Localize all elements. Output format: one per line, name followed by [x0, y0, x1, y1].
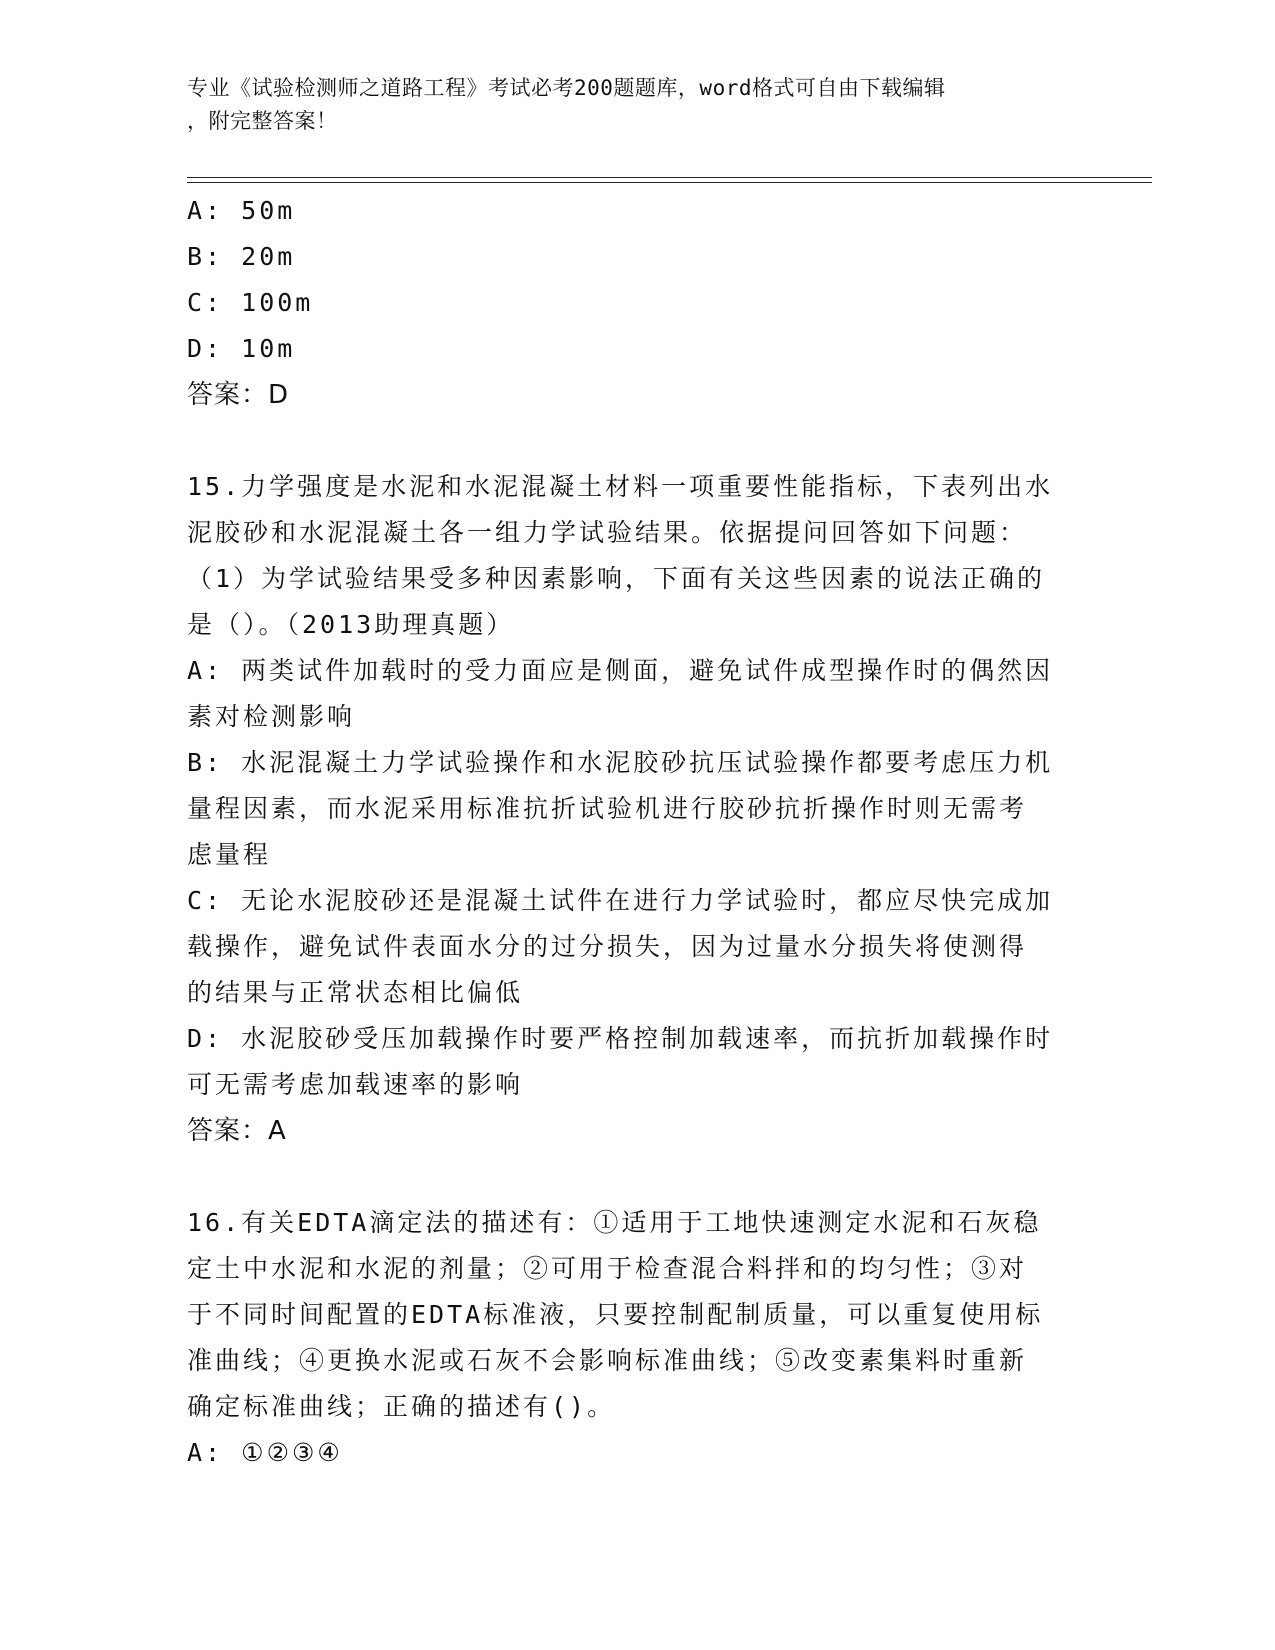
option-c: C: 无论水泥胶砂还是混凝土试件在进行力学试验时，都应尽快完成加	[187, 886, 1054, 915]
option-d-continued: 可无需考虑加载速率的影响	[187, 1070, 524, 1099]
option-b-continued: 量程因素，而水泥采用标准抗折试验机进行胶砂抗折操作时则无需考	[187, 794, 1028, 823]
question-stem-line: 定土中水泥和水泥的剂量；②可用于检查混合料拌和的均匀性；③对	[187, 1254, 1028, 1283]
question-stem-line: 于不同时间配置的EDTA标准液，只要控制配制质量，可以重复使用标	[187, 1300, 1044, 1329]
header-title-line-2: ，附完整答案！	[187, 109, 338, 133]
option-a: A: 两类试件加载时的受力面应是侧面，避免试件成型操作时的偶然因	[187, 656, 1054, 685]
question-stem-line: 准曲线；④更换水泥或石灰不会影响标准曲线；⑤改变素集料时重新	[187, 1346, 1028, 1375]
option-d: D: 水泥胶砂受压加载操作时要严格控制加载速率，而抗折加载操作时	[187, 1024, 1054, 1053]
spacer	[187, 418, 1087, 464]
option-a: A: ①②③④	[187, 1438, 343, 1467]
answer-line: 答案：A	[187, 1116, 287, 1146]
question-16	[187, 1200, 1087, 1476]
question-stem-line: 确定标准曲线；正确的描述有()。	[187, 1392, 616, 1421]
answer-line: 答案：D	[187, 380, 290, 410]
option-a: A: 50m	[187, 196, 296, 225]
spacer	[187, 1154, 1087, 1200]
option-a-continued: 素对检测影响	[187, 702, 356, 731]
question-stem-line: 15.力学强度是水泥和水泥混凝土材料一项重要性能指标，下表列出水	[187, 472, 1054, 501]
option-c: C: 100m	[187, 288, 314, 317]
header-divider-top	[187, 177, 1152, 178]
question-stem-line: 16.有关EDTA滴定法的描述有：①适用于工地快速测定水泥和石灰稳	[187, 1208, 1042, 1237]
header-divider-bottom	[187, 182, 1152, 183]
question-15	[187, 464, 1087, 1154]
option-b: B: 水泥混凝土力学试验操作和水泥胶砂抗压试验操作都要考虑压力机	[187, 748, 1054, 777]
header-title-line-1: 专业《试验检测师之道路工程》考试必考200题题库，word格式可自由下载编辑	[187, 76, 946, 100]
question-stem-line: 泥胶砂和水泥混凝土各一组力学试验结果。依据提问回答如下问题：	[187, 518, 1028, 547]
option-c-continued: 的结果与正常状态相比偏低	[187, 978, 524, 1007]
option-b-continued: 虑量程	[187, 840, 272, 869]
document-header	[187, 72, 1067, 138]
option-d: D: 10m	[187, 334, 296, 363]
question-content	[187, 188, 1087, 1476]
question-14	[187, 188, 1087, 418]
question-stem-line: （1）为学试验结果受多种因素影响，下面有关这些因素的说法正确的	[187, 564, 1046, 593]
question-stem-line: 是（）。（2013助理真题）	[187, 610, 515, 639]
option-b: B: 20m	[187, 242, 296, 271]
option-c-continued: 载操作，避免试件表面水分的过分损失，因为过量水分损失将使测得	[187, 932, 1028, 961]
